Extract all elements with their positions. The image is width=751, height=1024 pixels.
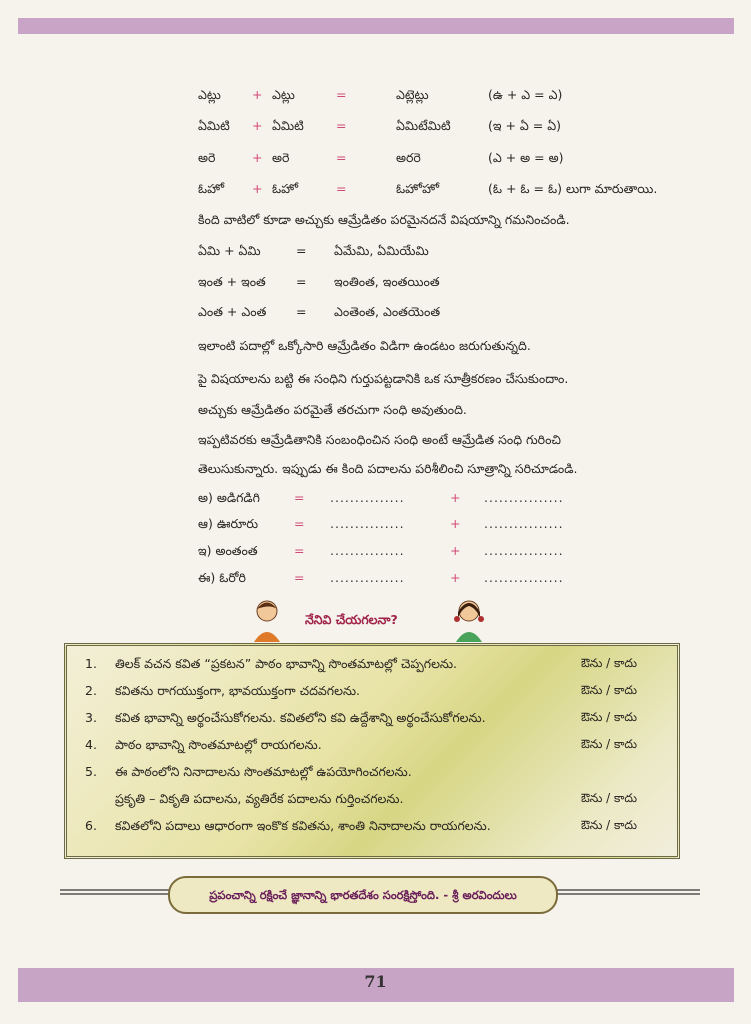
checklist-item [85,791,403,810]
answer-blank[interactable]: ............... [330,570,405,585]
compound-source: ఏమి + ఏమి [198,243,261,258]
intro-text: కింది వాటిలో కూడా అచ్చుకు ఆమ్రేడితం పరమైనదనే విషయాన్ని గమనించండి. [198,212,570,227]
word-a: ఓహో [198,181,225,196]
item-number: 3. [85,710,97,725]
answer-blank[interactable]: ................ [484,490,564,505]
word-a: ఏమిటి [198,118,230,133]
item-number: 4. [85,737,97,752]
plus-sign: + [450,490,461,505]
checklist-item [85,683,360,702]
answer-blank[interactable]: ............... [330,516,405,531]
compound-result: ఏమేమి, ఏమియేమి [334,243,429,258]
equals-sign: = [294,570,305,585]
equals-sign: = [336,87,347,102]
yes-no-choice[interactable]: ఔను / కాదు [581,737,638,751]
rule: (ఎ + అ = అ) [488,150,564,165]
answer-blank[interactable]: ................ [484,570,564,585]
yes-no-choice[interactable]: ఔను / కాదు [581,818,638,832]
result-word: ఓహోహో [396,181,440,196]
equals-sign: = [296,304,307,319]
result-word: ఏమిటేమిటి [396,118,451,133]
girl-icon [452,598,486,642]
plus-sign: + [252,87,263,102]
item-number: 5. [85,764,97,779]
result-word: అరరె [396,150,421,165]
word-b: ఎట్లు [272,87,295,102]
item-text: కవితను రాగయుక్తంగా, భావయుక్తంగా చదవగలను. [115,683,361,698]
self-assessment-box [64,643,680,859]
answer-blank[interactable]: ............... [330,543,405,558]
yes-no-choice[interactable]: ఔను / కాదు [581,710,638,724]
result-word: ఎట్లెట్లు [396,87,429,102]
equals-sign: = [296,274,307,289]
plus-sign: + [450,516,461,531]
answer-blank[interactable]: ................ [484,543,564,558]
equals-sign: = [296,243,307,258]
yes-no-choice[interactable]: ఔను / కాదు [581,791,638,805]
item-text: తిలక్ వచన కవిత “ప్రకటన” పాఠం భావాన్ని సొంతమాటల్లో చెప్పగలను. [115,656,458,671]
equals-sign: = [294,543,305,558]
plus-sign: + [252,150,263,165]
equals-sign: = [294,490,305,505]
answer-blank[interactable]: ................ [484,516,564,531]
rule: (ఓ + ఓ = ఓ) లుగా మారుతాయి. [488,181,658,196]
page-number: 71 [364,972,387,991]
paragraph: పై విషయాలను బట్టి ఈ సంధిని గుర్తుపట్టడానికి ఒక సూత్రీకరణం చేసుకుందాం. [198,371,569,386]
equals-sign: = [336,118,347,133]
compound-result: ఇంతింత, ఇంతయింత [334,274,440,289]
compound-source: ఎంత + ఎంత [198,304,267,319]
item-number: 2. [85,683,97,698]
plus-sign: + [252,181,263,196]
compound-source: ఇంత + ఇంత [198,274,266,289]
equals-sign: = [294,516,305,531]
item-text: కవితలోని పదాలు ఆధారంగా ఇంకొక కవితను, శాంతి నినాదాలను రాయగలను. [115,818,491,833]
exercise-label: ఇ) అంతంత [198,543,258,558]
equals-sign: = [336,150,347,165]
quote-banner: ప్రపంచాన్ని రక్షించే జ్ఞానాన్ని భారతదేశం సంరక్షిస్తోంది. - శ్రీ అరవిందులు [168,876,558,914]
rule: (ఇ + ఏ = ఏ) [488,118,561,133]
word-b: ఓహో [272,181,299,196]
checklist-item [85,818,491,837]
item-text: కవిత భావాన్ని అర్థంచేసుకోగలను. కవితలోని కవి ఉద్దేశాన్ని అర్థంచేసుకోగలను. [115,710,486,725]
exercise-label: ఈ) ఓరోరి [198,570,246,585]
word-b: ఏమిటి [272,118,304,133]
exercise-label: ఆ) ఊరూరు [198,516,259,531]
plus-sign: + [450,543,461,558]
item-text: ఈ పాఠంలోని నినాదాలను సొంతమాటల్లో ఉపయోగించగలను. [115,764,412,779]
paragraph: తెలుసుకున్నారు. ఇప్పుడు ఈ కింది పదాలను పరిశీలించి సూత్రాన్ని సరిచూడండి. [198,461,578,476]
plus-sign: + [252,118,263,133]
yes-no-choice[interactable]: ఔను / కాదు [581,683,638,697]
top-decorative-band [18,18,734,34]
boy-icon [250,598,284,642]
yes-no-choice[interactable]: ఔను / కాదు [581,656,638,670]
paragraph: ఇప్పటివరకు ఆమ్రేడితానికి సంబంధించిన సంధి అంటే ఆమ్రేడిత సంధి గురించి [198,432,561,447]
self-assessment-heading: నేనివి చేయగలనా? [305,612,398,627]
checklist-item [85,710,486,729]
item-number: 1. [85,656,97,671]
item-number: 6. [85,818,97,833]
example-row [198,87,221,106]
paragraph: ఇలాంటి పదాల్లో ఒక్కోసారి ఆమ్రేడితం విడిగా ఉండటం జరుగుతున్నది. [198,338,531,353]
checklist-item [85,764,412,783]
compound-result: ఎంతెంత, ఎంతయెంత [334,304,441,319]
paragraph: అచ్చుకు ఆమ్రేడితం పరమైతే తరచుగా సంధి అవుతుంది. [198,402,467,417]
item-text: పాఠం భావాన్ని సొంతమాటల్లో రాయగలను. [115,737,322,752]
exercise-label: అ) అడిగడిగి [198,490,260,505]
word-a: అరె [198,150,216,165]
answer-blank[interactable]: ............... [330,490,405,505]
rule: (ఉ + ఎ = ఎ) [488,87,563,102]
checklist-item [85,737,322,756]
plus-sign: + [450,570,461,585]
word-a: ఎట్లు [198,87,221,102]
word-b: అరె [272,150,290,165]
checklist-item [85,656,457,675]
equals-sign: = [336,181,347,196]
item-text: ప్రకృతి – వికృతి పదాలను, వ్యతిరేక పదాలను గుర్తించగలను. [115,791,404,806]
